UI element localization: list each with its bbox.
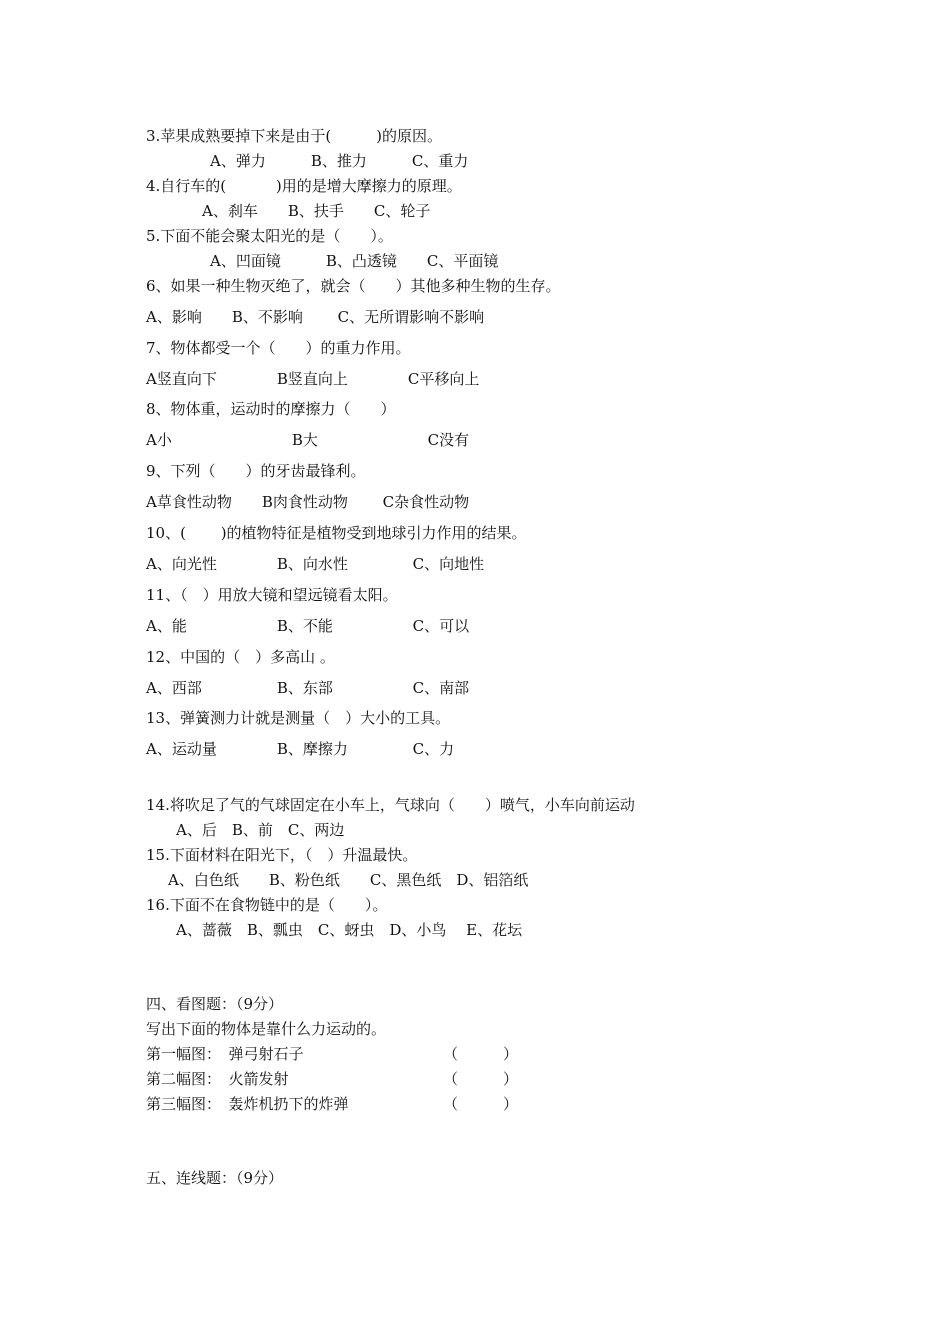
question-13: 13、弹簧测力计就是测量（ ）大小的工具。 (146, 709, 451, 727)
question-13-options: A、运动量 B、摩擦力 C、力 (146, 740, 455, 758)
question-7: 7、物体都受一个（ ）的重力作用。 (146, 339, 411, 357)
question-5-options: A、凹面镜 B、凸透镜 C、平面镜 (210, 252, 499, 270)
question-8-options: A小 B大 C没有 (146, 431, 470, 449)
question-5: 5.下面不能会聚太阳光的是（ ）。 (146, 227, 393, 245)
picture-1-answer-blank: （ ） (443, 1045, 519, 1063)
section-5-heading: 五、连线题：（9分） (146, 1169, 284, 1187)
picture-3-label: 第三幅图： 轰炸机扔下的炸弹 (146, 1095, 349, 1113)
picture-2-answer-blank: （ ） (443, 1070, 519, 1088)
question-10: 10、( )的植物特征是植物受到地球引力作用的结果。 (146, 524, 527, 542)
question-15: 15.下面材料在阳光下，（ ）升温最快。 (146, 846, 418, 864)
section-4-instruction: 写出下面的物体是靠什么力运动的。 (146, 1020, 387, 1038)
question-11-options: A、能 B、不能 C、可以 (146, 617, 470, 635)
question-6: 6、如果一种生物灭绝了，就会（ ）其他多种生物的生存。 (146, 277, 561, 295)
section-4-heading: 四、看图题：（9分） (146, 995, 284, 1013)
question-16: 16.下面不在食物链中的是（ ）。 (146, 896, 388, 914)
question-9: 9、下列（ ）的牙齿最锋利。 (146, 462, 366, 480)
question-15-options: A、白色纸 B、粉色纸 C、黑色纸 D、铝箔纸 (168, 871, 529, 889)
question-14: 14.将吹足了气的气球固定在小车上，气球向（ ）喷气，小车向前运动 (146, 796, 635, 814)
question-3: 3.苹果成熟要掉下来是由于( )的原因。 (146, 127, 443, 145)
question-16-options: A、蔷薇 B、瓢虫 C、蚜虫 D、小鸟 E、花坛 (176, 921, 523, 939)
picture-2-label: 第二幅图： 火箭发射 (146, 1070, 289, 1088)
question-10-options: A、向光性 B、向水性 C、向地性 (146, 555, 485, 573)
question-4-options: A、刹车 B、扶手 C、轮子 (202, 202, 431, 220)
question-12-options: A、西部 B、东部 C、南部 (146, 679, 470, 697)
picture-3-answer-blank: （ ） (443, 1095, 519, 1113)
question-6-options: A、影响 B、不影响 C、无所谓影响不影响 (146, 308, 485, 326)
question-11: 11、（ ）用放大镜和望远镜看太阳。 (146, 586, 398, 604)
question-12: 12、中国的（ ）多高山 。 (146, 648, 335, 666)
question-7-options: A竖直向下 B竖直向上 C平移向上 (146, 370, 480, 388)
question-4: 4.自行车的( )用的是增大摩擦力的原理。 (146, 177, 462, 195)
question-14-options: A、后 B、前 C、两边 (176, 821, 345, 839)
picture-1-label: 第一幅图： 弹弓射石子 (146, 1045, 304, 1063)
question-8: 8、物体重，运动时的摩擦力（ ） (146, 400, 396, 418)
question-9-options: A草食性动物 B肉食性动物 C杂食性动物 (146, 493, 470, 511)
question-3-options: A、弹力 B、推力 C、重力 (210, 152, 469, 170)
